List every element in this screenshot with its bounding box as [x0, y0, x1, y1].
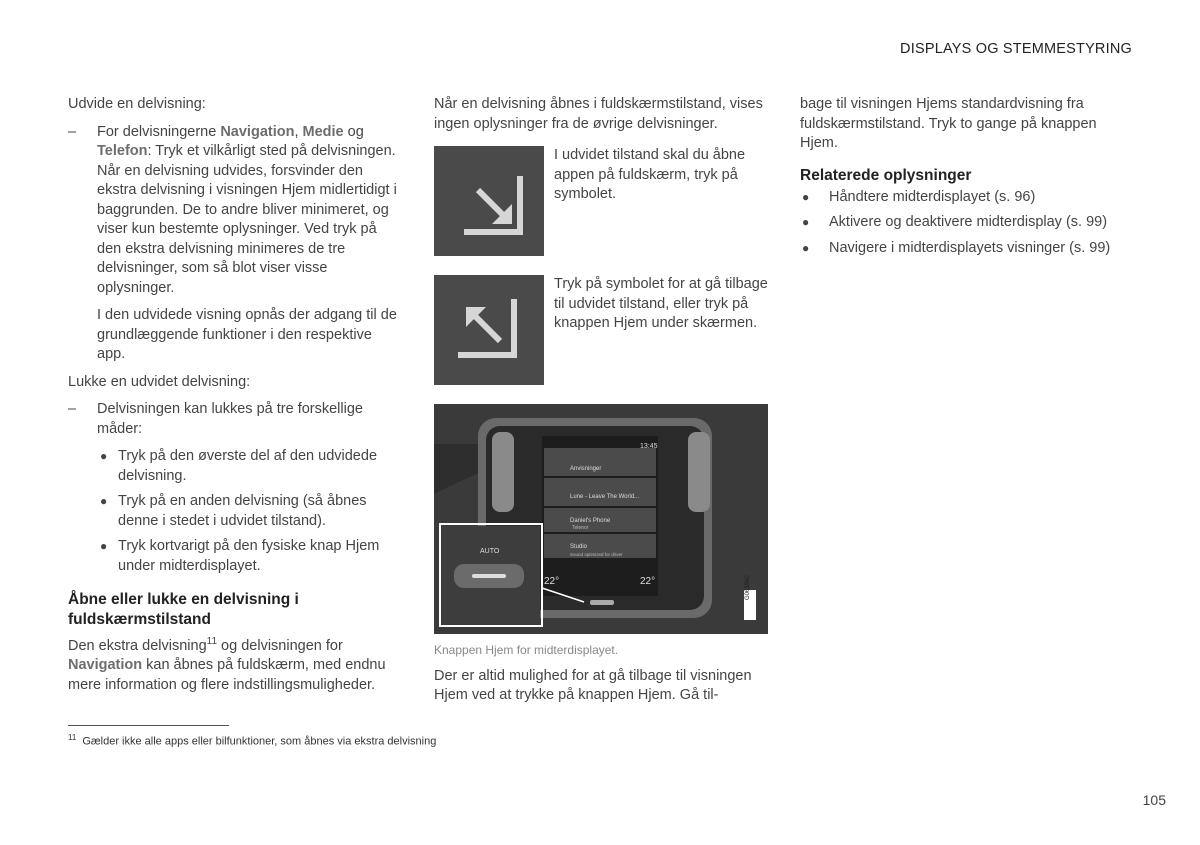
column-left — [68, 95, 398, 703]
icon-expand-description: I udvidet tilstand skal du åbne appen på fuldskærm, tryk på symbolet. — [554, 147, 746, 202]
list-item: ● Tryk på den øverste del af den udvidede delvisning. — [100, 448, 378, 484]
text: , — [294, 123, 303, 140]
center-display-photo — [434, 404, 768, 634]
related-list — [800, 188, 1135, 259]
footnote-text: Gælder ikke alle apps eller bilfunktioner, som åbnes via ekstra delvisning — [82, 735, 437, 748]
page-number: 105 — [1142, 792, 1166, 808]
expand-heading: Udvide en delvisning: — [68, 96, 206, 112]
close-bullet-list — [68, 447, 398, 576]
text: Tryk på den øverste del af den udvidede delvisning. — [118, 448, 378, 484]
related-link[interactable]: ● Aktivere og deaktivere midterdisplay (s. 99) — [802, 214, 1108, 230]
related-link[interactable]: ● Håndtere midterdisplayet (s. 96) — [802, 188, 1036, 205]
photo-temp-right: 22° — [640, 576, 656, 587]
column-right — [800, 95, 1135, 266]
text: og — [343, 123, 364, 140]
icon-row-collapse — [434, 275, 769, 385]
photo-tile-1: Anvisninger — [570, 466, 602, 472]
icon-row-expand — [434, 146, 769, 256]
text: Delvisningen kan lukkes på tre forskellige måder: — [97, 401, 363, 437]
fullscreen-intro: Når en delvisning åbnes i fuldskærmstilstand, vises ingen oplysninger fra de øvrige delvisninger. — [434, 96, 763, 132]
footnote-number: 11 — [68, 733, 77, 742]
photo-tile-3: Daniel's Phone — [570, 518, 611, 524]
photo-tile-3-sub: Telenor — [572, 525, 589, 531]
text: og delvisningen for — [217, 637, 343, 654]
footnote — [68, 733, 436, 748]
keyword-navigation: Navigation — [68, 657, 143, 674]
photo-time: 13:45 — [640, 443, 658, 450]
closing-paragraph: Der er altid mulighed for at gå tilbage til visningen Hjem ved at trykke på knappen Hjem. Gå til- — [434, 667, 752, 703]
photo-code: G063860 — [745, 575, 751, 600]
photo-auto-label: AUTO — [480, 548, 500, 555]
photo-caption: Knappen Hjem for midterdisplayet. — [434, 643, 619, 657]
section-paragraph — [68, 632, 398, 695]
photo-tile-2: Lune - Leave The World... — [570, 494, 640, 500]
text: Tryk kortvarigt på den fysiske knap Hjem under midterdisplayet. — [118, 538, 380, 574]
keyword-navigation: Navigation — [220, 123, 295, 140]
dash-item-close — [68, 400, 398, 439]
text: Den ekstra delvisning — [68, 637, 207, 654]
continuation-paragraph: bage til visningen Hjems standardvisning fra fuldskærmstilstand. Tryk to gange på knappen Hjem. — [800, 96, 1097, 151]
text: kan åbnes på fuldskærm, med endnu mere information og flere indstillingsmuligheder. — [68, 657, 386, 693]
keyword-media: Medie — [302, 123, 344, 140]
expand-subparagraph: I den udvidede visning opnås der adgang til de grundlæggende funktioner i den respektive app. — [97, 307, 397, 362]
collapse-fullscreen-icon — [434, 275, 544, 385]
related-info-title: Relaterede oplysninger — [800, 166, 972, 184]
footnote-divider — [68, 725, 229, 726]
photo-tile-4: Studio — [570, 544, 588, 550]
photo-temp-left: 22° — [544, 576, 560, 587]
expand-fullscreen-icon — [434, 146, 544, 256]
text: Tryk på en anden delvisning (så åbnes denne i stedet i udvidet tilstand). — [118, 493, 367, 529]
section-title: Åbne eller lukke en delvisning i fuldskærmstilstand — [68, 591, 299, 628]
text: For delvisningerne — [97, 123, 221, 140]
dash-item-expand — [68, 123, 398, 299]
related-link[interactable]: ● Navigere i midterdisplayets visninger (s. 99) — [802, 239, 1111, 256]
icon-collapse-description: Tryk på symbolet for at gå tilbage til udvidet tilstand, eller tryk på knappen Hjem under skærmen. — [554, 276, 768, 331]
text: Håndtere midterdisplayet (s. 96) — [829, 188, 1036, 205]
column-middle — [434, 95, 769, 714]
list-item: ● Tryk på en anden delvisning (så åbnes denne i stedet i udvidet tilstand). — [100, 493, 367, 529]
dash-marker: – — [68, 123, 77, 140]
text: Navigere i midterdisplayets visninger (s. 99) — [829, 239, 1111, 256]
dash-marker: – — [68, 401, 77, 417]
text: : Tryk et vilkårligt sted på delvisningen. Når en delvisning udvides, forsvinder den ekstra delvisning i visningen Hjem midlertidigt i baggrunden. De to andre bliver minimeret, og viser kun bestemte oplysninger. Ved tryk på den ekstra delvisning minimeres de tre delvisninger, som så blot viser visse oplysninger. — [97, 143, 397, 296]
close-heading: Lukke en udvidet delvisning: — [68, 373, 251, 390]
running-header: DISPLAYS OG STEMMESTYRING — [900, 41, 1132, 57]
list-item: ● Tryk kortvarigt på den fysiske knap Hjem under midterdisplayet. — [100, 538, 380, 574]
footnote-ref[interactable]: 11 — [206, 636, 218, 647]
photo-tile-4-sub: Sound optimized for driver — [570, 552, 623, 557]
text: Aktivere og deaktivere midterdisplay (s. 99) — [829, 214, 1108, 230]
keyword-phone: Telefon — [97, 143, 148, 159]
